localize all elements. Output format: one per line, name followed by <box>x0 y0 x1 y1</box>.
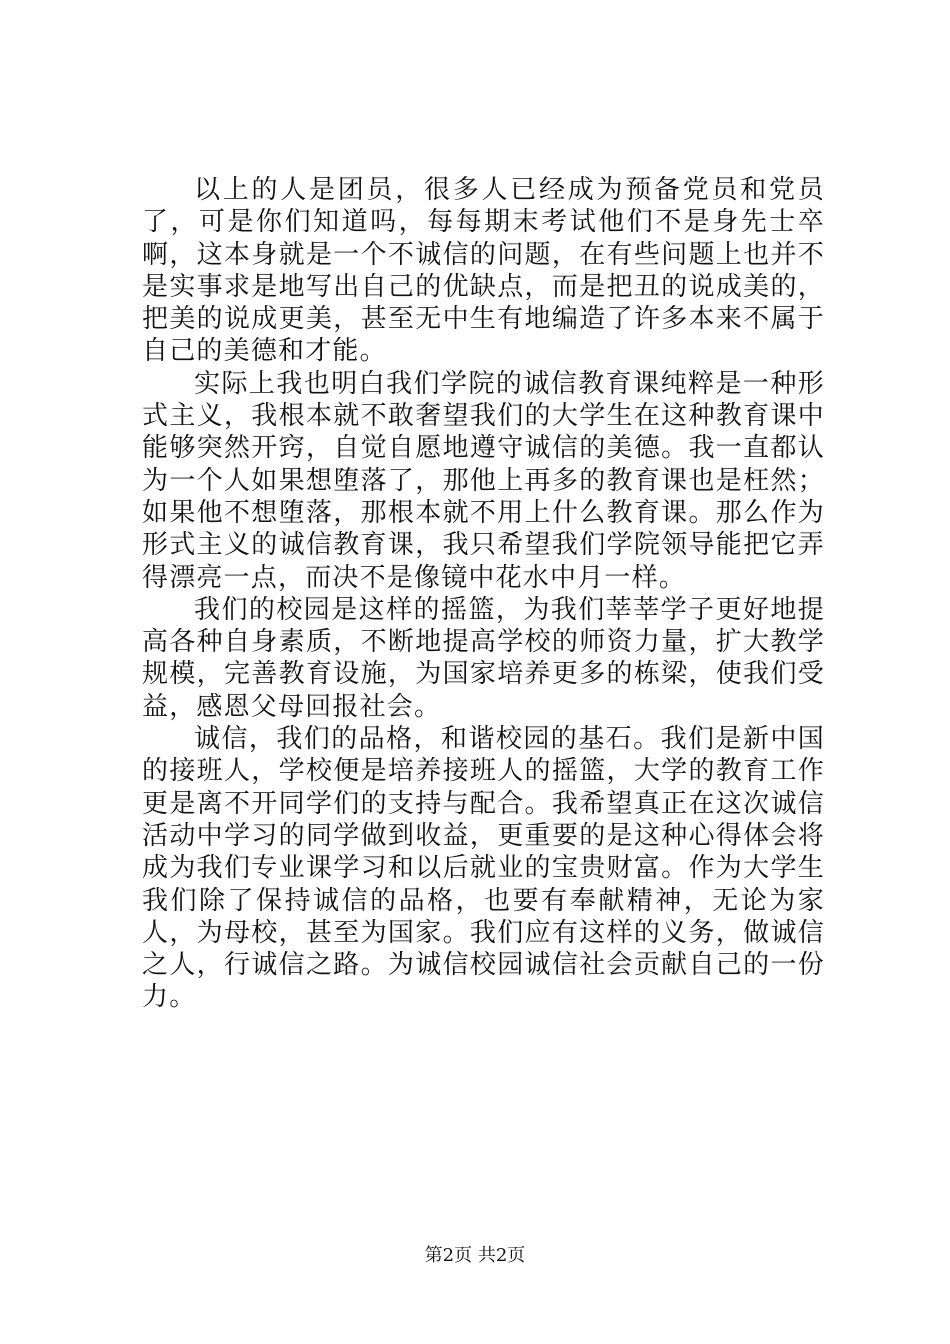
paragraph-4: 诚信，我们的品格，和谐校园的基石。我们是新中国的接班人，学校便是培养接班人的摇篮，大学的教育工作更是离不开同学们的支持与配合。我希望真正在这次诚信活动中学习的同学做到收益，更重要的是这种心得体会将成为我们专业课学习和以后就业的宝贵财富。作为大学生我们除了保持诚信的品格，也要有奉献精神，无论为家人，为母校，甚至为国家。我们应有这样的义务，做诚信之人，行诚信之路。为诚信校园诚信社会贡献自己的一份力。 <box>142 724 825 1013</box>
page-footer <box>0 1244 950 1268</box>
document-body <box>142 174 825 1014</box>
page-number-indicator: 第2页 共2页 <box>424 1245 526 1266</box>
paragraph-2: 实际上我也明白我们学院的诚信教育课纯粹是一种形式主义，我根本就不敢奢望我们的大学生在这种教育课中能够突然开窍，自觉自愿地遵守诚信的美德。我一直都认为一个人如果想堕落了，那他上再多的教育课也是枉然；如果他不想堕落，那根本就不用上什么教育课。那么作为形式主义的诚信教育课，我只希望我们学院领导能把它弄得漂亮一点，而决不是像镜中花水中月一样。 <box>142 368 825 593</box>
paragraph-3: 我们的校园是这样的摇篮，为我们莘莘学子更好地提高各种自身素质，不断地提高学校的师资力量，扩大教学规模，完善教育设施，为国家培养更多的栋梁，使我们受益，感恩父母回报社会。 <box>142 594 825 722</box>
paragraph-1: 以上的人是团员，很多人已经成为预备党员和党员了，可是你们知道吗，每每期末考试他们不是身先士卒啊，这本身就是一个不诚信的问题，在有些问题上也并不是实事求是地写出自己的优缺点，而是把丑的说成美的，把美的说成更美，甚至无中生有地编造了许多本来不属于自己的美德和才能。 <box>142 175 825 367</box>
